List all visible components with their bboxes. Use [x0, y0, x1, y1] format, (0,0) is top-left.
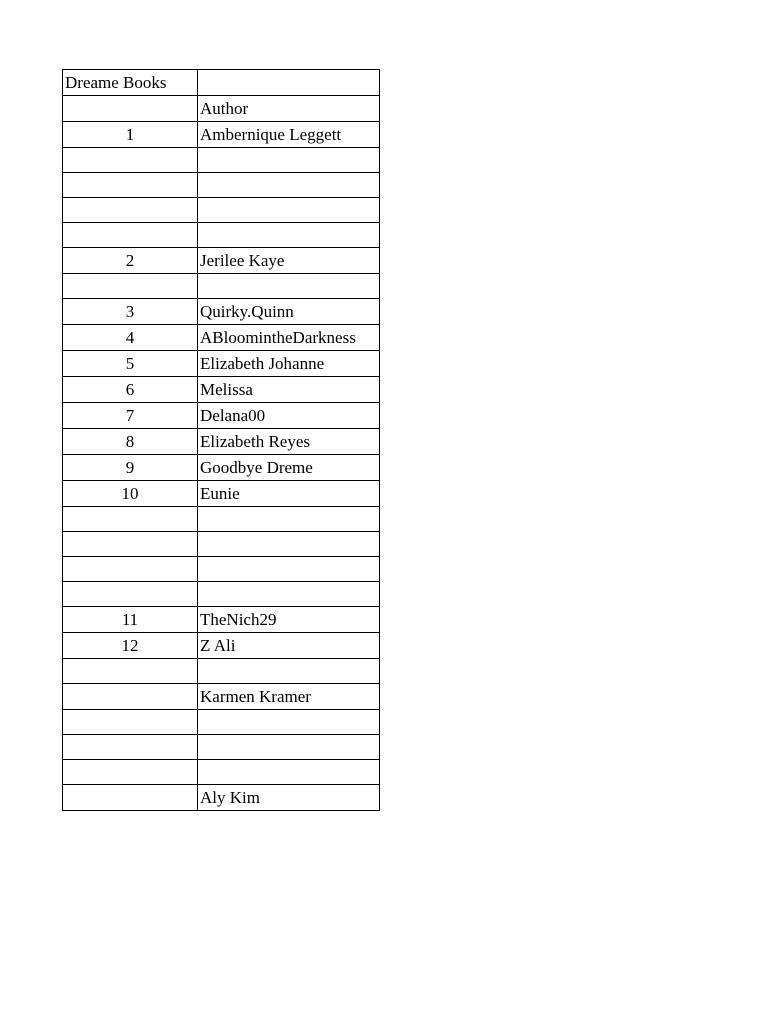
row-number-cell: 12	[63, 633, 198, 659]
table-row	[63, 481, 380, 507]
row-number-cell	[63, 557, 198, 582]
table-row	[63, 325, 380, 351]
author-cell	[198, 173, 380, 198]
spreadsheet-body	[63, 70, 380, 811]
author-cell: ABloomintheDarkness	[198, 325, 380, 351]
table-row	[63, 785, 380, 811]
row-number-cell	[63, 507, 198, 532]
row-number-cell: 8	[63, 429, 198, 455]
row-number-cell	[63, 148, 198, 173]
table-row	[63, 507, 380, 532]
table-row	[63, 248, 380, 274]
table-row	[63, 198, 380, 223]
row-number-cell: 9	[63, 455, 198, 481]
author-cell: Jerilee Kaye	[198, 248, 380, 274]
row-number-cell: 3	[63, 299, 198, 325]
table-row	[63, 377, 380, 403]
row-number-cell: 4	[63, 325, 198, 351]
row-number-cell: 5	[63, 351, 198, 377]
table-row	[63, 582, 380, 607]
author-cell	[198, 735, 380, 760]
row-number-cell: 1	[63, 122, 198, 148]
author-cell	[198, 760, 380, 785]
author-cell	[198, 557, 380, 582]
author-cell	[198, 148, 380, 173]
author-cell: Eunie	[198, 481, 380, 507]
table-row	[63, 223, 380, 248]
row-number-cell	[63, 710, 198, 735]
row-number-cell	[63, 785, 198, 811]
author-cell	[198, 582, 380, 607]
row-number-cell	[63, 760, 198, 785]
sheet-title-cell: Dreame Books	[63, 70, 198, 96]
table-row	[63, 532, 380, 557]
row-number-cell	[63, 198, 198, 223]
author-cell	[198, 274, 380, 299]
table-row	[63, 710, 380, 735]
row-number-cell	[63, 96, 198, 122]
row-number-cell: 6	[63, 377, 198, 403]
author-cell	[198, 198, 380, 223]
row-number-cell: 2	[63, 248, 198, 274]
row-number-cell	[63, 684, 198, 710]
row-number-cell	[63, 173, 198, 198]
author-cell: Elizabeth Reyes	[198, 429, 380, 455]
table-row	[63, 659, 380, 684]
author-cell	[198, 710, 380, 735]
author-header-cell: Author	[198, 96, 380, 122]
table-row	[63, 760, 380, 785]
row-number-cell	[63, 735, 198, 760]
author-cell	[198, 223, 380, 248]
table-row	[63, 429, 380, 455]
author-cell: Ambernique Leggett	[198, 122, 380, 148]
author-cell	[198, 507, 380, 532]
table-row	[63, 299, 380, 325]
author-cell: Quirky.Quinn	[198, 299, 380, 325]
table-row	[63, 96, 380, 122]
row-number-cell: 7	[63, 403, 198, 429]
author-cell: Goodbye Dreme	[198, 455, 380, 481]
row-number-cell: 11	[63, 607, 198, 633]
table-row	[63, 455, 380, 481]
author-cell: Karmen Kramer	[198, 684, 380, 710]
author-cell: TheNich29	[198, 607, 380, 633]
row-number-cell	[63, 274, 198, 299]
table-row	[63, 122, 380, 148]
row-number-cell	[63, 659, 198, 684]
spreadsheet-table	[62, 69, 380, 811]
author-cell	[198, 532, 380, 557]
table-row	[63, 633, 380, 659]
row-number-cell: 10	[63, 481, 198, 507]
row-number-cell	[63, 223, 198, 248]
author-cell: Delana00	[198, 403, 380, 429]
author-cell: Z Ali	[198, 633, 380, 659]
table-row	[63, 173, 380, 198]
table-row	[63, 351, 380, 377]
table-row	[63, 403, 380, 429]
author-cell: Melissa	[198, 377, 380, 403]
author-cell	[198, 70, 380, 96]
row-number-cell	[63, 582, 198, 607]
table-row	[63, 148, 380, 173]
row-number-cell	[63, 532, 198, 557]
table-row	[63, 607, 380, 633]
author-cell: Elizabeth Johanne	[198, 351, 380, 377]
table-row	[63, 684, 380, 710]
author-cell	[198, 659, 380, 684]
table-row	[63, 735, 380, 760]
table-row	[63, 557, 380, 582]
table-row	[63, 274, 380, 299]
table-row	[63, 70, 380, 96]
author-cell: Aly Kim	[198, 785, 380, 811]
